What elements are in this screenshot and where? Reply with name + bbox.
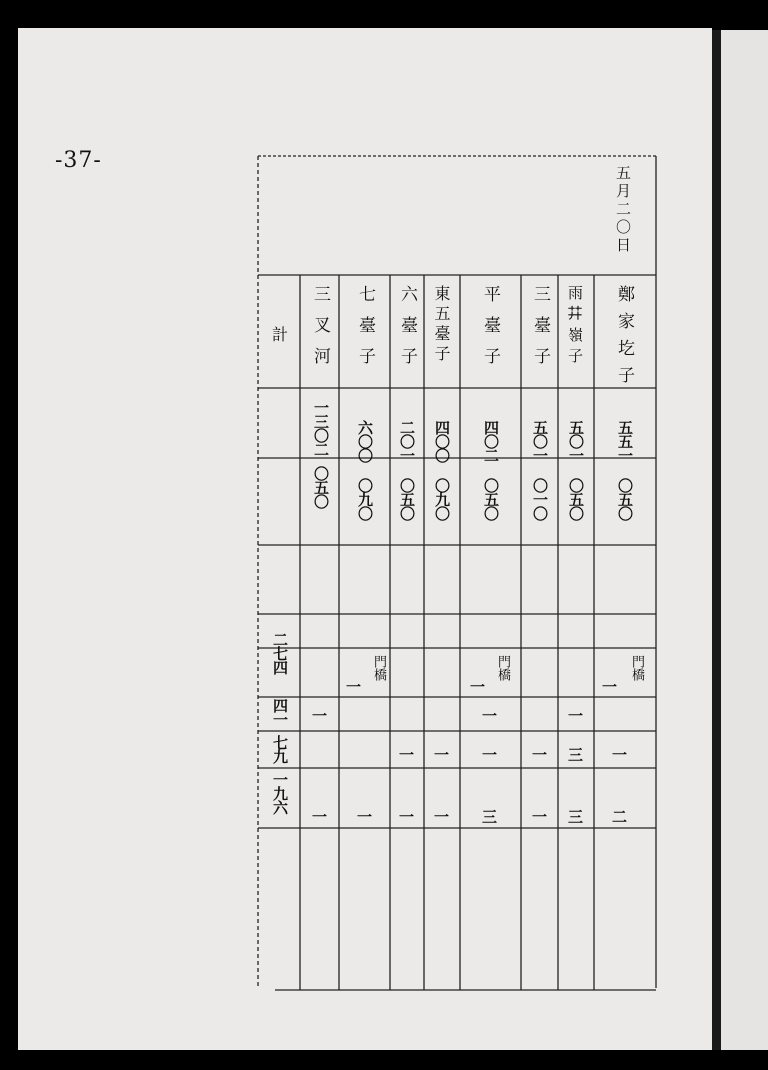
- table-cell: 〇五〇: [567, 478, 585, 520]
- table-cell: 〇五〇: [312, 466, 330, 508]
- table-cell: 〇五〇: [616, 478, 634, 520]
- table-cell: 〇五〇: [398, 478, 416, 520]
- table-cell: 〇九〇: [433, 478, 451, 520]
- table-cell: 〇五〇: [482, 478, 500, 520]
- table-cell: 一: [532, 746, 548, 764]
- table-cell: 一: [312, 808, 328, 826]
- table-cell: 一三〇二: [312, 400, 330, 456]
- table-cell: 一: [357, 808, 373, 826]
- table-cell: 一: [532, 808, 548, 826]
- table-cell: 一: [399, 808, 415, 826]
- table-cell: 五〇一: [531, 420, 549, 462]
- table-cell: 一: [434, 746, 450, 764]
- table-cell: 五五一: [616, 420, 634, 462]
- table-cell: 三: [482, 808, 498, 826]
- bridge-note: 門橋: [629, 655, 644, 681]
- table-cell: 一: [399, 746, 415, 764]
- table-cell: 一: [312, 707, 328, 725]
- page-number: -37-: [55, 148, 102, 173]
- table-cell: 一: [612, 746, 628, 764]
- table-cell: 〇九〇: [356, 478, 374, 520]
- table-cell: 五〇一: [567, 420, 585, 462]
- tally-mark: 一: [602, 678, 618, 696]
- table-cell: 二〇一: [398, 420, 416, 462]
- bridge-note: 門橋: [495, 655, 510, 681]
- column-header: 三叉河: [310, 285, 330, 378]
- table-cell: 六〇〇: [356, 420, 374, 462]
- column-header: 鄭家圪子: [614, 285, 634, 393]
- date-heading: 五月二〇日: [614, 165, 632, 255]
- table-cell: 一: [434, 808, 450, 826]
- table-cell: 二: [612, 808, 628, 826]
- column-header: 東五臺子: [432, 285, 451, 365]
- column-header: 平臺子: [480, 285, 500, 378]
- table-cell: 三: [568, 746, 584, 764]
- table-cell: 一: [482, 746, 498, 764]
- tally-mark: 一: [470, 678, 486, 696]
- table-cell: 〇一〇: [531, 478, 549, 520]
- total-label: 計: [272, 325, 289, 344]
- tally-mark: 一: [346, 678, 362, 696]
- total-cell: 二七四: [271, 632, 289, 674]
- bridge-note: 門橋: [371, 655, 386, 681]
- column-header: 雨𦬇嶺子: [566, 285, 584, 369]
- table-cell: 四〇二: [482, 420, 500, 462]
- table-cell: 一: [482, 707, 498, 725]
- total-cell: 七九: [271, 735, 289, 763]
- total-cell: 一九六: [271, 772, 289, 814]
- column-header: 三臺子: [530, 285, 550, 378]
- table-cell: 四〇〇: [433, 420, 451, 462]
- total-cell: 四一: [271, 698, 289, 726]
- column-header: 七臺子: [355, 285, 375, 378]
- table-cell: 一: [568, 707, 584, 725]
- table-cell: 三: [568, 808, 584, 826]
- column-header: 六臺子: [397, 285, 417, 378]
